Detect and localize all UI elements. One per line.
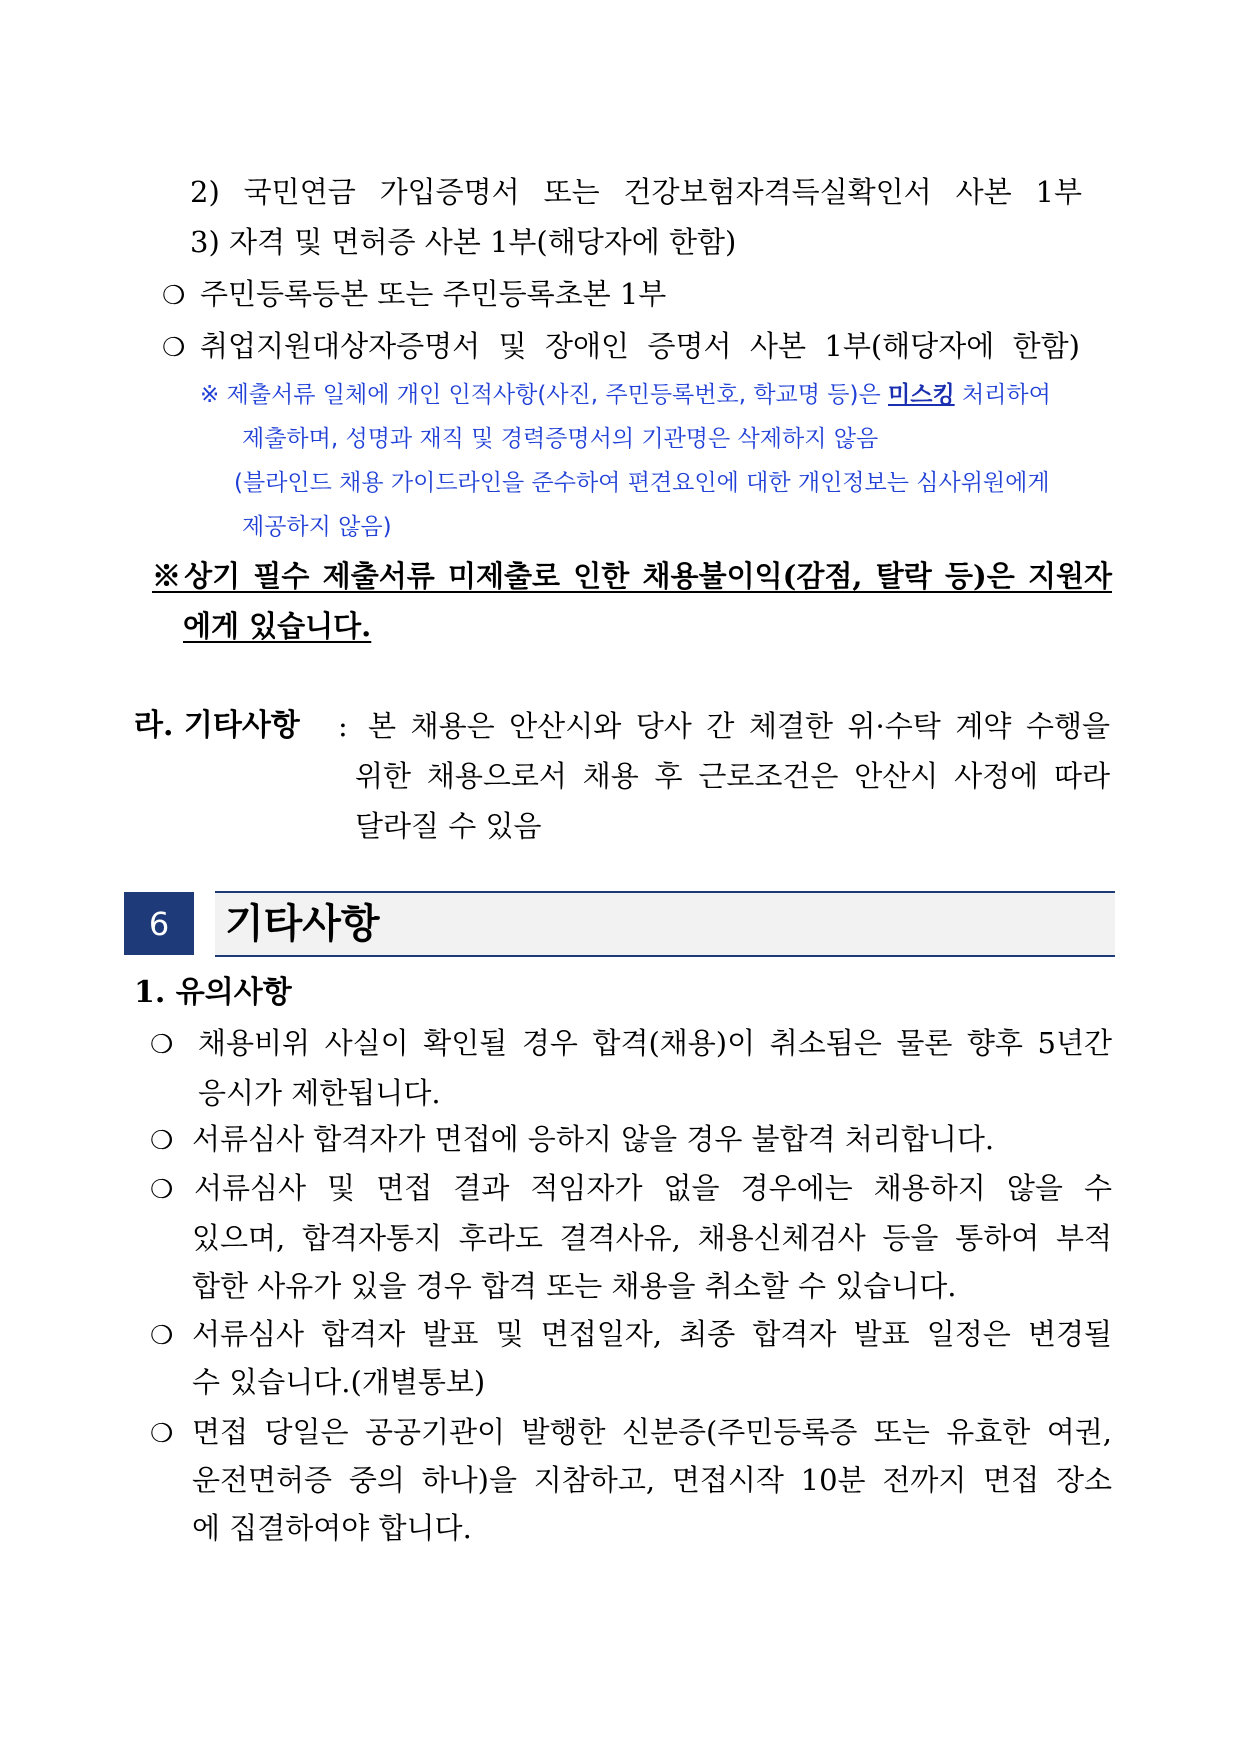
circle-bullet-icon: ❍ (162, 281, 186, 311)
note-line-1: ※ 제출서류 일체에 개인 인적사항(사진, 주민등록번호, 학교명 등)은 미스킹 처리하여 (200, 382, 1051, 408)
ra-colon: : (338, 709, 348, 743)
ra-text-2: 위한 채용으로서 채용 후 근로조건은 안산시 사정에 따라 (355, 759, 1110, 793)
warning-line-1: ※상기 필수 제출서류 미제출로 인한 채용불이익(감점, 탈락 등)은 지원자 (152, 559, 1112, 593)
note-5-line-3: 에 집결하여야 합니다. (192, 1511, 472, 1545)
circle-bullet-icon: ❍ (162, 333, 186, 363)
section-number-badge: 6 (124, 892, 194, 955)
note-4-line-1: 서류심사 합격자 발표 및 면접일자, 최종 합격자 발표 일정은 변경될 (192, 1317, 1112, 1351)
masking-keyword: 미스킹 (888, 382, 955, 408)
ra-label: 라. 기타사항 (134, 708, 300, 743)
note-3-line-3: 합한 사유가 있을 경우 합격 또는 채용을 취소할 수 있습니다. (192, 1269, 957, 1303)
note-1-line-2: 응시가 제한됩니다. (198, 1076, 441, 1110)
section-title: 기타사항 (225, 901, 380, 947)
ra-text-3: 달라질 수 있음 (355, 809, 542, 843)
note-3-line-2: 있으며, 합격자통지 후라도 결격사유, 채용신체검사 등을 통하여 부적 (192, 1221, 1112, 1255)
note-3-line-1: 서류심사 및 면접 결과 적임자가 없을 경우에는 채용하지 않을 수 (194, 1171, 1112, 1205)
doc-item-resident-register: 주민등록등본 또는 주민등록초본 1부 (200, 277, 667, 311)
subsection-title: 1. 유의사항 (134, 975, 292, 1010)
doc-item-license: 3) 자격 및 면허증 사본 1부(해당자에 한함) (190, 225, 737, 259)
note-2: 서류심사 합격자가 면접에 응하지 않을 경우 불합격 처리합니다. (192, 1122, 995, 1156)
reference-mark: ※ (200, 382, 220, 408)
circle-bullet-icon: ❍ (150, 1175, 174, 1205)
note-4-line-2: 수 있습니다.(개별통보) (192, 1365, 486, 1399)
circle-bullet-icon: ❍ (150, 1321, 174, 1351)
warning-line-2: 에게 있습니다. (183, 609, 372, 643)
circle-bullet-icon: ❍ (150, 1419, 174, 1449)
note-line-3: (블라인드 채용 가이드라인을 준수하여 편견요인에 대한 개인정보는 심사위원에게 (234, 470, 1050, 496)
note-line-4: 제공하지 않음) (242, 514, 392, 540)
note-1-line-1: 채용비위 사실이 확인될 경우 합격(채용)이 취소됨은 물론 향후 5년간 (198, 1026, 1112, 1060)
doc-item-employment-support: 취업지원대상자증명서 및 장애인 증명서 사본 1부(해당자에 한함) (200, 329, 1080, 363)
circle-bullet-icon: ❍ (150, 1126, 174, 1156)
ra-text-1: 본 채용은 안산시와 당사 간 체결한 위·수탁 계약 수행을 (368, 709, 1110, 743)
note-5-line-2: 운전면허증 중의 하나)을 지참하고, 면접시작 10분 전까지 면접 장소 (192, 1463, 1112, 1497)
doc-item-pension: 2) 국민연금 가입증명서 또는 건강보험자격득실확인서 사본 1부 (190, 175, 1082, 209)
note-5-line-1: 면접 당일은 공공기관이 발행한 신분증(주민등록증 또는 유효한 여권, (192, 1415, 1112, 1449)
circle-bullet-icon: ❍ (150, 1030, 174, 1060)
note-line-2: 제출하며, 성명과 재직 및 경력증명서의 기관명은 삭제하지 않음 (242, 426, 879, 452)
